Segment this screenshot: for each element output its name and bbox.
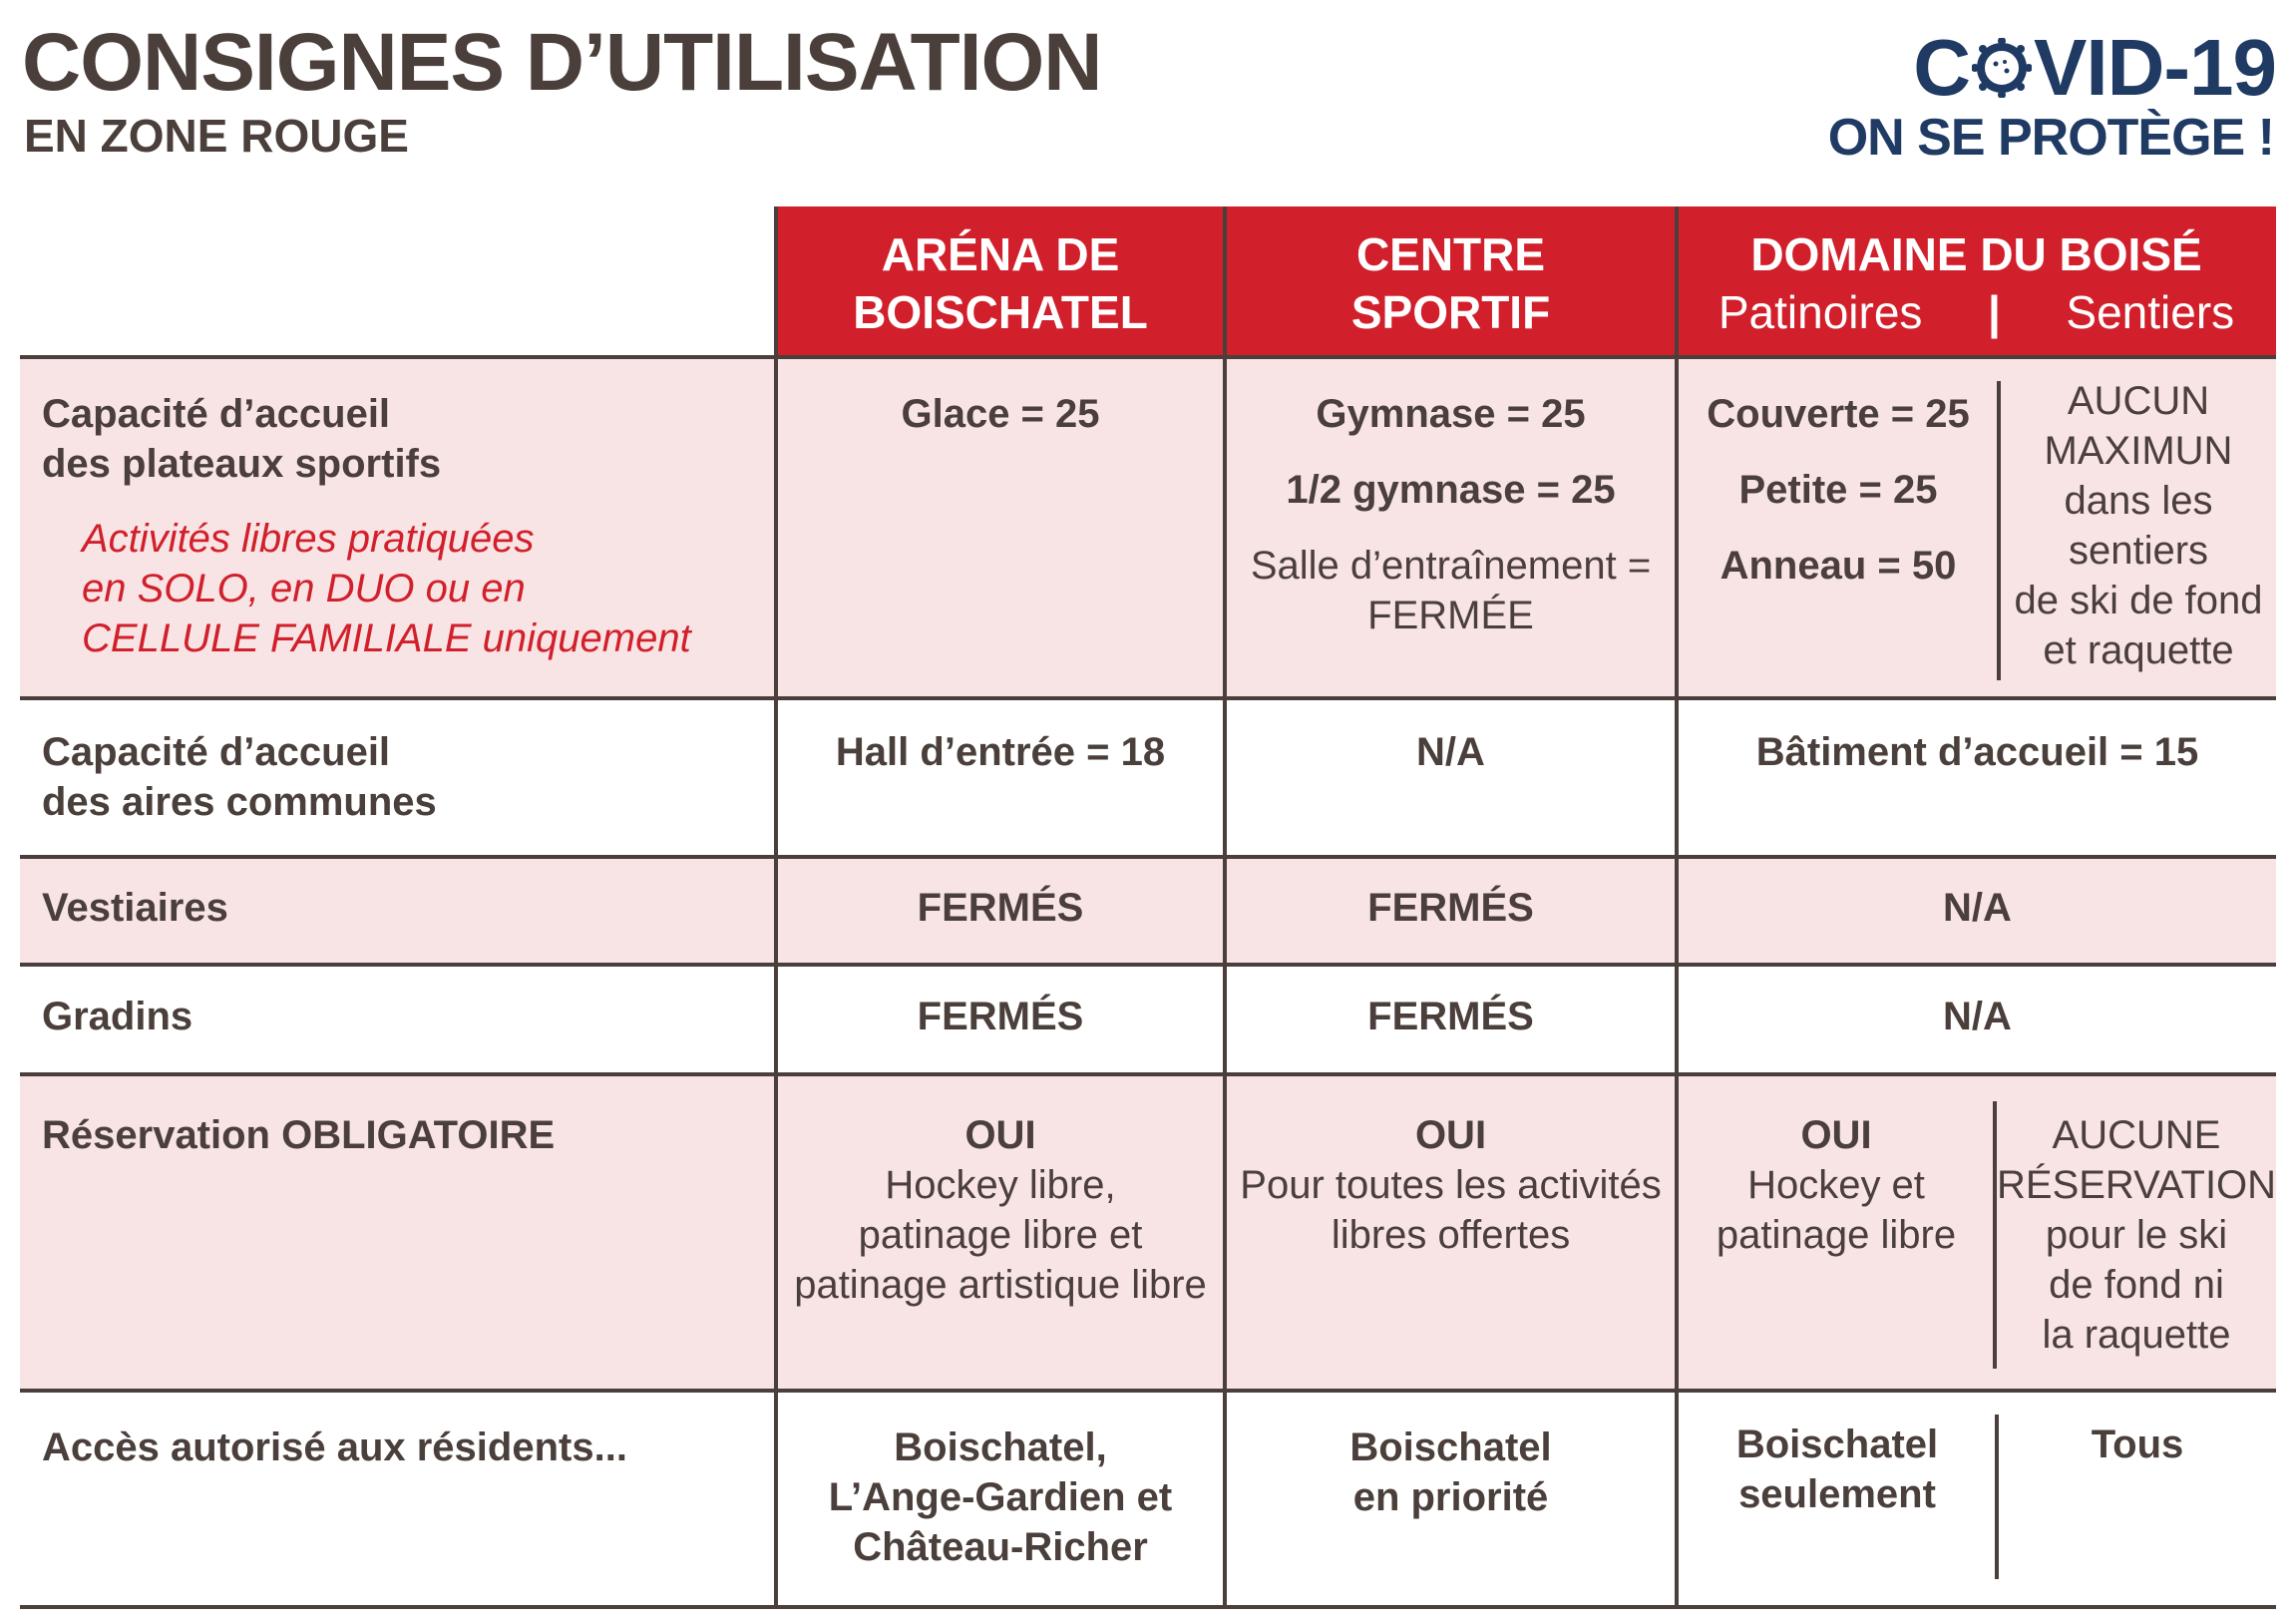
cell-text: dans les xyxy=(2064,479,2213,523)
cell-text: en priorité xyxy=(1352,1475,1549,1519)
note-text: Activités libres pratiquées xyxy=(82,517,535,561)
column-header-domaine xyxy=(1677,206,2276,359)
cell-text: seulement xyxy=(1738,1472,1936,1516)
row-divider xyxy=(20,355,2276,359)
cell-text: et raquette xyxy=(2043,628,2234,672)
cell-text: Petite = 25 xyxy=(1738,468,1938,512)
cell-text: AUCUN xyxy=(2067,379,2210,423)
virus-icon xyxy=(1972,38,2032,98)
row-note-activites xyxy=(82,514,691,663)
cell-text: Boischatel xyxy=(1735,1422,1939,1466)
column-header-centre xyxy=(1225,206,1677,359)
row-divider xyxy=(20,696,2276,700)
cell-arena-hall: Hall d’entrée = 18 xyxy=(835,730,1166,774)
row-divider xyxy=(20,855,2276,859)
header-text: DOMAINE DU BOISÉ xyxy=(1750,227,2202,280)
row-label-acces: Accès autorisé aux résidents... xyxy=(42,1425,627,1469)
rules-table xyxy=(20,206,2276,1611)
logo-text-vid19: VID-19 xyxy=(2034,23,2276,112)
cell-text: Pour toutes les activités xyxy=(1240,1163,1662,1207)
cell-text: sentiers xyxy=(2068,529,2209,573)
column-header-arena xyxy=(776,206,1225,359)
label-text: des aires communes xyxy=(42,780,437,824)
label-text: Capacité d’accueil xyxy=(42,730,391,774)
note-text: en SOLO, en DUO ou en xyxy=(82,567,526,610)
cell-centre-reservation xyxy=(1227,1110,1675,1260)
cell-text: FERMÉE xyxy=(1367,594,1534,637)
cell-text: patinage libre et xyxy=(858,1213,1143,1257)
row-label-gradins: Gradins xyxy=(42,995,193,1038)
header-text: CENTRE xyxy=(1355,227,1546,280)
row-label-reservation: Réservation OBLIGATOIRE xyxy=(42,1113,556,1157)
cell-domaine-acces xyxy=(1679,1420,1996,1519)
header-sub-sentiers: Sentiers xyxy=(2066,285,2235,338)
cell-centre-gradins: FERMÉS xyxy=(1367,995,1534,1038)
header-text: SPORTIF xyxy=(1350,285,1551,338)
cell-text: Hockey libre, xyxy=(885,1163,1116,1207)
note-text: CELLULE FAMILIALE uniquement xyxy=(82,616,691,660)
label-text: des plateaux sportifs xyxy=(42,442,442,486)
row-label-plateaux xyxy=(42,389,441,489)
cell-text: L’Ange-Gardien et xyxy=(828,1475,1173,1519)
cell-text: OUI xyxy=(964,1113,1036,1157)
page-subtitle: EN ZONE ROUGE xyxy=(24,110,409,162)
cell-text: Hockey et xyxy=(1747,1163,1925,1207)
cell-text: Anneau = 50 xyxy=(1720,544,1957,588)
page-title: CONSIGNES D’UTILISATION xyxy=(22,17,1102,108)
cell-arena-vestiaires: FERMÉS xyxy=(917,886,1084,930)
cell-centre-acces xyxy=(1227,1422,1675,1522)
cell-text: Boischatel xyxy=(1349,1425,1552,1469)
covid-logo xyxy=(1913,23,2276,112)
cell-text: patinage artistique libre xyxy=(794,1263,1207,1307)
cell-text: MAXIMUN xyxy=(2044,429,2233,473)
cell-text: la raquette xyxy=(2042,1313,2231,1357)
cell-arena-gradins: FERMÉS xyxy=(917,995,1084,1038)
cell-domaine-gradins: N/A xyxy=(1943,995,2012,1038)
cell-domaine-vestiaires: N/A xyxy=(1943,886,2012,930)
cell-centre-aires: N/A xyxy=(1416,730,1485,774)
header-sub-separator: | xyxy=(1987,285,2001,338)
cell-text: de ski de fond xyxy=(2014,579,2263,622)
cell-text: OUI xyxy=(1414,1113,1487,1157)
cell-text: Gymnase = 25 xyxy=(1316,392,1586,436)
header-subtitles xyxy=(1719,283,2234,341)
logo-tagline: ON SE PROTÈGE ! xyxy=(1827,109,2274,167)
cell-text: Salle d’entraînement = xyxy=(1250,544,1652,588)
cell-text: libres offertes xyxy=(1331,1213,1571,1257)
cell-centre-plateaux xyxy=(1227,389,1675,640)
label-text: Capacité d’accueil xyxy=(42,392,391,436)
row-label-vestiaires: Vestiaires xyxy=(42,886,228,930)
row-label-aires xyxy=(42,727,437,827)
row-divider xyxy=(20,1605,2276,1609)
cell-arena-reservation xyxy=(778,1110,1223,1310)
cell-centre-vestiaires: FERMÉS xyxy=(1367,886,1534,930)
cell-text: RÉSERVATION xyxy=(1997,1163,2277,1207)
row-divider xyxy=(20,1072,2276,1076)
row-divider xyxy=(20,1389,2276,1393)
cell-text: AUCUNE xyxy=(2052,1113,2221,1157)
header-sub-patinoires: Patinoires xyxy=(1718,285,1923,338)
cell-text: OUI xyxy=(1800,1113,1872,1157)
cell-text: Couverte = 25 xyxy=(1707,392,1970,436)
cell-arena-acces xyxy=(778,1422,1223,1572)
cell-text: patinage libre xyxy=(1716,1213,1957,1257)
cell-sentiers-reservation xyxy=(1997,1110,2276,1360)
logo-letter-c: C xyxy=(1913,23,1971,112)
cell-text: 1/2 gymnase = 25 xyxy=(1286,468,1616,512)
cell-domaine-reservation xyxy=(1679,1110,1994,1260)
header-text: ARÉNA DE xyxy=(881,227,1120,280)
cell-text: Château-Richer xyxy=(853,1525,1148,1569)
header-text: BOISCHATEL xyxy=(853,285,1148,338)
cell-text: de fond ni xyxy=(2049,1263,2224,1307)
cell-arena-glace: Glace = 25 xyxy=(901,392,1100,436)
cell-domaine-batiment: Bâtiment d’accueil = 15 xyxy=(1755,730,2199,774)
cell-sentiers-acces: Tous xyxy=(2091,1422,2184,1466)
cell-domaine-sentiers xyxy=(2001,376,2276,675)
row-divider xyxy=(20,963,2276,967)
cell-text: Boischatel, xyxy=(894,1425,1107,1469)
cell-domaine-patinoires xyxy=(1679,389,1998,591)
cell-text: pour le ski xyxy=(2045,1213,2228,1257)
